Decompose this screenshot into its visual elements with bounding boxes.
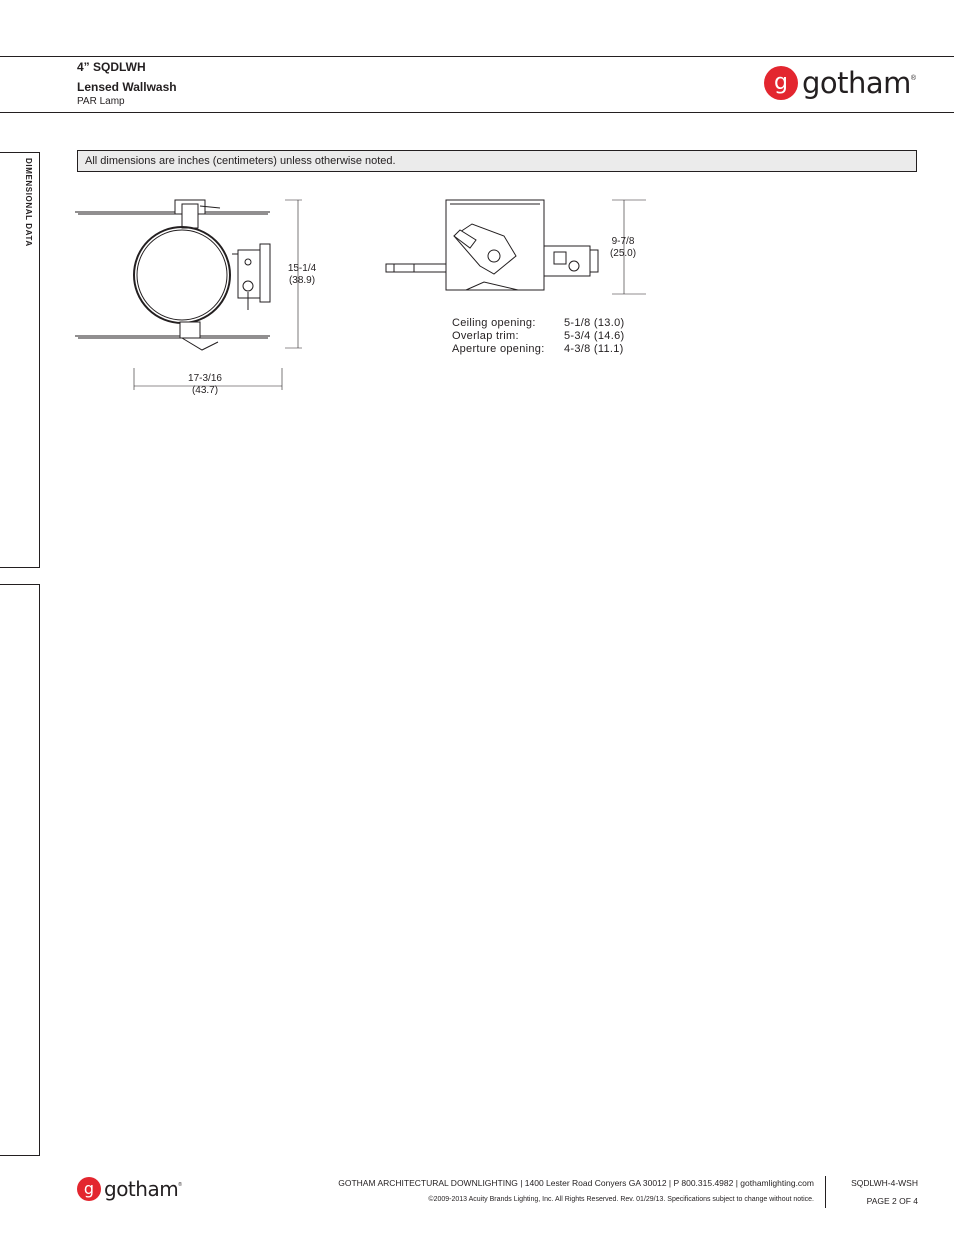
- gotham-logo-header: [764, 66, 916, 100]
- footer-company-line: GOTHAM ARCHITECTURAL DOWNLIGHTING | 1400 Lester Road Conyers GA 30012 | P 800.315.4982 | gothamlighting.com: [338, 1178, 814, 1188]
- plan-height-cm: (38.9): [288, 275, 316, 286]
- footer-logo-mark-letter: g: [83, 1179, 95, 1198]
- plan-width-cm: (43.7): [191, 385, 219, 396]
- product-name: Lensed Wallwash: [77, 80, 177, 94]
- spec-ceiling-opening-value: 5-1/8 (13.0): [564, 317, 625, 329]
- footer-divider: [825, 1176, 826, 1208]
- logo-wordmark: gotham: [802, 66, 911, 100]
- footer-doc-code: SQDLWH-4-WSH: [851, 1178, 918, 1188]
- footer-page-number: PAGE 2 OF 4: [866, 1196, 918, 1206]
- elevation-height-inches: 9-7/8: [611, 236, 635, 247]
- spec-aperture-opening-value: 4-3/8 (11.1): [564, 343, 624, 355]
- gotham-g-mark-icon-footer: [77, 1177, 101, 1201]
- product-subtitle: PAR Lamp: [77, 96, 125, 107]
- elevation-height-dimension: [600, 236, 646, 260]
- footer-copyright: ©2009-2013 Acuity Brands Lighting, Inc. All Rights Reserved. Rev. 01/29/13. Specifications subject to change without notice.: [428, 1196, 814, 1203]
- footer-logo-registered-mark: ®: [178, 1182, 182, 1188]
- side-tab-empty: [0, 584, 40, 1156]
- elevation-height-cm: (25.0): [609, 248, 637, 259]
- side-tab-dimensional-data: [0, 152, 40, 568]
- logo-registered-mark: ®: [910, 74, 917, 82]
- plan-width-inches: 17-3/16: [188, 373, 222, 384]
- gotham-logo-footer: [77, 1177, 182, 1201]
- plan-width-dimension: [180, 373, 230, 397]
- plan-height-dimension: [280, 263, 324, 287]
- plan-height-inches: 15-1/4: [287, 263, 317, 274]
- product-title: 4” SQDLWH: [77, 60, 146, 74]
- logo-mark-letter: g: [774, 70, 788, 95]
- spec-overlap-trim-value: 5-3/4 (14.6): [564, 330, 625, 342]
- footer-logo-wordmark: gotham: [104, 1177, 179, 1201]
- spec-aperture-opening-label: Aperture opening:: [452, 343, 545, 355]
- gotham-g-mark-icon: [764, 66, 798, 100]
- plan-view-drawing: [70, 190, 310, 390]
- spec-overlap-trim-label: Overlap trim:: [452, 330, 519, 342]
- side-tab-label: DIMENSIONAL DATA: [24, 158, 33, 247]
- header-top-rule: [0, 56, 954, 57]
- spec-ceiling-opening-label: Ceiling opening:: [452, 317, 536, 329]
- header-bottom-rule: [0, 112, 954, 113]
- dimensions-note: All dimensions are inches (centimeters) unless otherwise noted.: [77, 150, 917, 172]
